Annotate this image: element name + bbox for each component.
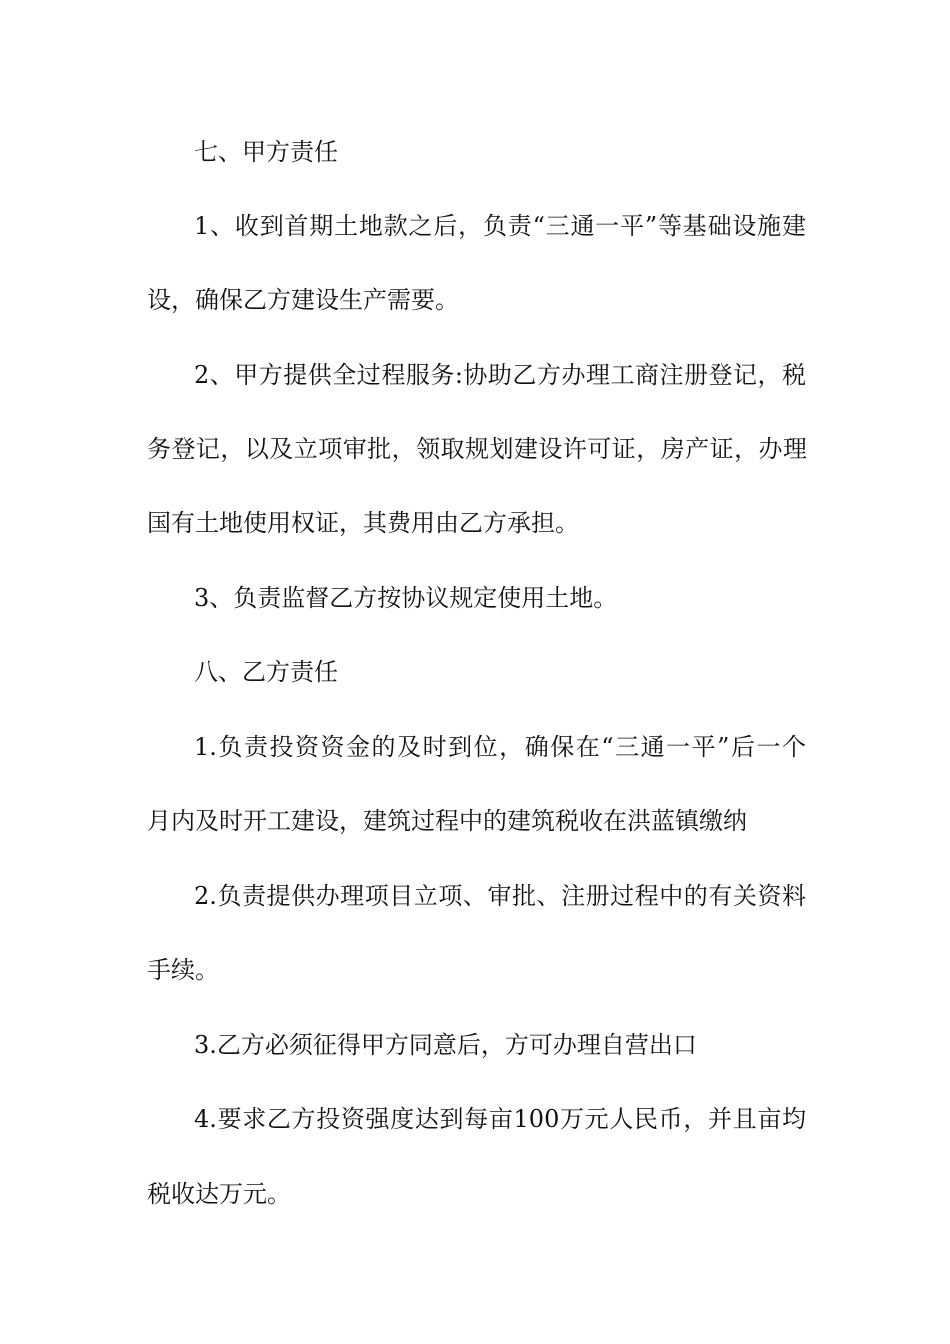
paragraph-line: 3.乙方必须征得甲方同意后，方可办理自营出口 xyxy=(194,1031,697,1059)
section-heading-party-a: 七、甲方责任 xyxy=(194,138,338,166)
paragraph-line: 手续。 xyxy=(147,956,219,984)
paragraph-line: 1、收到首期土地款之后，负责“三通一平”等基础设施建 xyxy=(194,212,806,240)
section-heading-party-b: 八、乙方责任 xyxy=(194,658,338,686)
paragraph-line: 2.负责提供办理项目立项、审批、注册过程中的有关资料 xyxy=(194,882,806,910)
paragraph-line: 1.负责投资资金的及时到位，确保在“三通一平”后一个 xyxy=(194,733,806,761)
paragraph-line: 税收达万元。 xyxy=(147,1180,291,1208)
paragraph-line: 务登记，以及立项审批，领取规划建设许可证，房产证，办理 xyxy=(147,435,807,463)
paragraph-line: 月内及时开工建设，建筑过程中的建筑税收在洪蓝镇缴纳 xyxy=(147,807,747,835)
paragraph-line: 3、负责监督乙方按协议规定使用土地。 xyxy=(194,584,618,612)
paragraph-line: 设，确保乙方建设生产需要。 xyxy=(147,286,459,314)
paragraph-line: 2、甲方提供全过程服务:协助乙方办理工商注册登记，税 xyxy=(194,361,806,389)
paragraph-line: 4.要求乙方投资强度达到每亩100万元人民币，并且亩均 xyxy=(194,1105,806,1133)
paragraph-line: 国有土地使用权证，其费用由乙方承担。 xyxy=(147,509,579,537)
